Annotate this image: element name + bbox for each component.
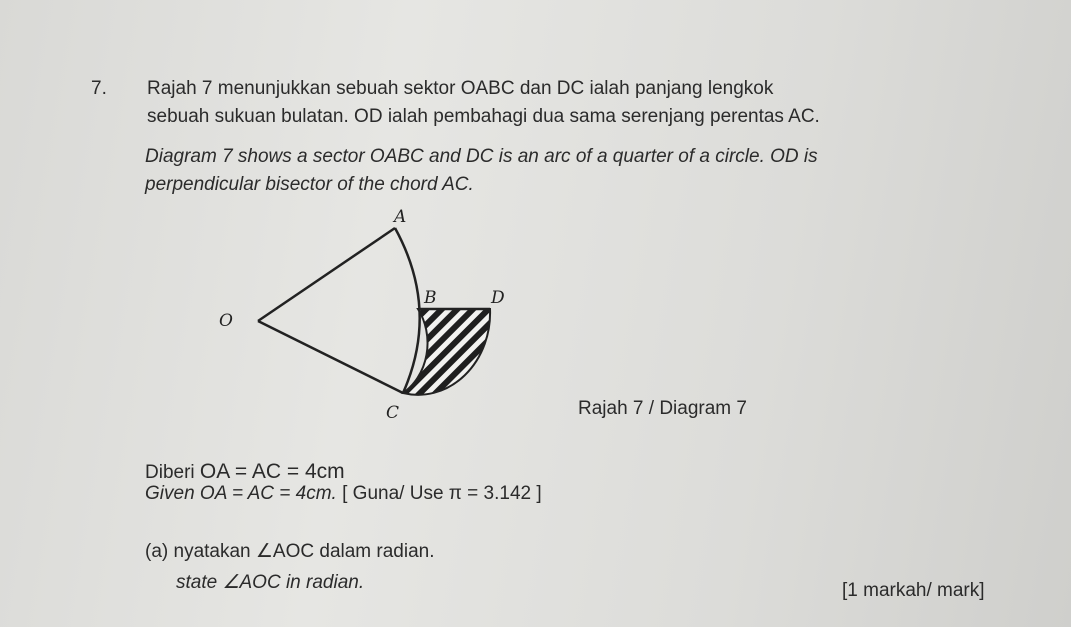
given-malay-prefix: Diberi: [145, 462, 195, 483]
question-number: 7.: [91, 78, 107, 99]
radius-oc: [258, 321, 403, 393]
question-english-line-1: Diagram 7 shows a sector OABC and DC is an arc of a quarter of a circle. OD is: [145, 146, 818, 167]
pi-value: π = 3.142 ]: [448, 483, 542, 504]
given-english: [145, 483, 542, 505]
part-a-english: state ∠AOC in radian.: [176, 572, 365, 593]
label-a: A: [394, 207, 407, 227]
label-c: C: [386, 403, 400, 423]
given-english-equation: OA = AC = 4cm.: [199, 483, 337, 504]
label-d: D: [491, 288, 505, 308]
given-malay: [145, 460, 345, 484]
label-o: O: [219, 311, 233, 331]
label-b: B: [424, 288, 437, 308]
use-prefix: [ Guna/ Use: [342, 483, 444, 504]
diagram-caption: Rajah 7 / Diagram 7: [578, 398, 747, 419]
radius-oa: [258, 228, 395, 321]
question-malay-line-2: sebuah sukuan bulatan. OD ialah pembahagi dua sama serenjang perentas AC.: [147, 106, 820, 127]
question-english-line-2: perpendicular bisector of the chord AC.: [145, 174, 474, 195]
arc-abc: [395, 228, 420, 393]
marks-label: [1 markah/ mark]: [842, 580, 985, 601]
question-malay-line-1: Rajah 7 menunjukkan sebuah sektor OABC dan DC ialah panjang lengkok: [147, 78, 774, 99]
given-malay-equation: OA = AC = 4cm: [199, 460, 345, 483]
given-english-prefix: Given: [145, 483, 195, 504]
part-a-malay: (a) nyatakan ∠AOC dalam radian.: [145, 541, 435, 562]
